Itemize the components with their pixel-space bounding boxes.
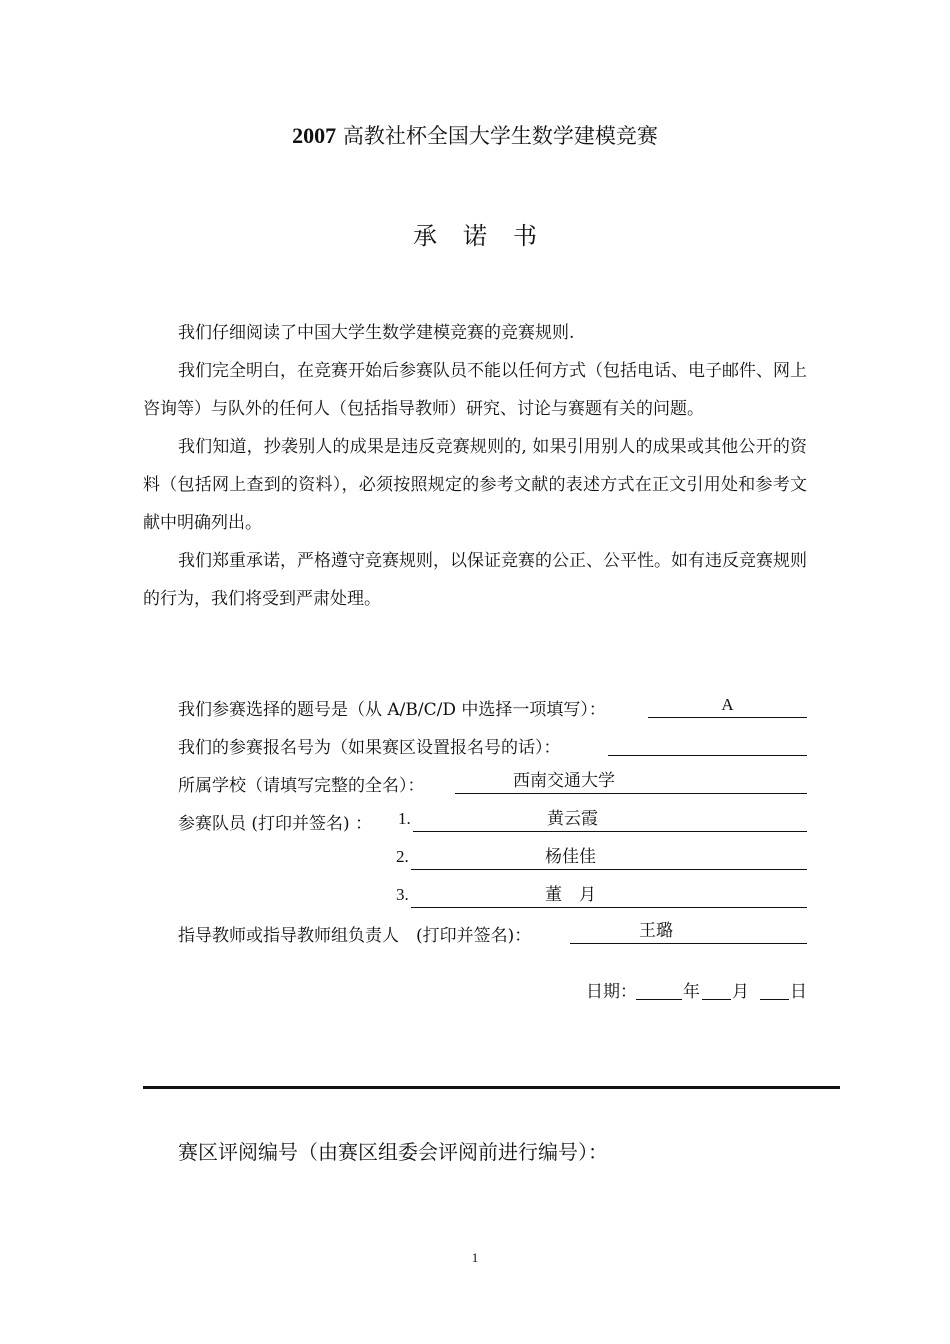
pledge-body — [143, 314, 807, 618]
review-number-label: 赛区评阅编号（由赛区组委会评阅前进行编号）： — [178, 1140, 608, 1164]
advisor-name: 王璐 — [639, 921, 673, 941]
advisor-field[interactable] — [570, 919, 807, 944]
pledge-paragraph-2: 我们完全明白，在竞赛开始后参赛队员不能以任何方式（包括电话、电子邮件、网上咨询等）与队外的任何人（包括指导教师）研究、讨论与赛题有关的问题。 — [143, 361, 807, 419]
member-1-name: 黄云霞 — [547, 809, 598, 829]
date-label: 日期： — [586, 982, 637, 1002]
pledge-paragraph-1: 我们仔细阅读了中国大学生数学建模竞赛的竞赛规则. — [178, 323, 575, 343]
title-text: 高教社杯全国大学生数学建模竞赛 — [336, 124, 658, 148]
problem-label: 我们参赛选择的题号是（从 A/B/C/D 中选择一项填写）： — [178, 700, 606, 720]
member-2-name: 杨佳佳 — [545, 847, 596, 867]
member-3-field[interactable] — [411, 883, 807, 908]
regno-field[interactable] — [608, 731, 807, 756]
date-year-label: 年 — [683, 982, 700, 1002]
member-1-number: 1. — [398, 809, 411, 828]
pledge-paragraph-3: 我们知道，抄袭别人的成果是违反竞赛规则的, 如果引用别人的成果或其他公开的资料（包括网上查到的资料），必须按照规定的参考文献的表述方式在正文引用处和参考文献中明确列出。 — [143, 437, 807, 533]
date-day-field[interactable] — [760, 975, 789, 1000]
document-subtitle: 承诺书 — [413, 222, 563, 250]
member-2-number: 2. — [396, 847, 409, 866]
problem-value: A — [721, 695, 734, 714]
member-3-number: 3. — [396, 885, 409, 904]
date-month-label: 月 — [732, 982, 749, 1002]
school-field[interactable] — [455, 769, 807, 794]
document-title — [0, 120, 950, 150]
page-number: 1 — [471, 1250, 479, 1265]
school-label: 所属学校（请填写完整的全名）： — [178, 776, 425, 796]
problem-field[interactable] — [648, 693, 807, 718]
advisor-label: 指导教师或指导教师组负责人 (打印并签名)： — [178, 926, 532, 946]
member-3-name: 董 月 — [545, 885, 596, 905]
date-day-label: 日 — [790, 982, 807, 1002]
member-1-field[interactable] — [413, 807, 807, 832]
members-label: 参赛队员 (打印并签名) ： — [178, 814, 373, 834]
regno-label: 我们的参赛报名号为（如果赛区设置报名号的话）： — [178, 738, 561, 758]
school-value: 西南交通大学 — [513, 771, 615, 791]
member-2-field[interactable] — [411, 845, 807, 870]
section-divider — [143, 1086, 840, 1089]
title-year: 2007 — [292, 123, 337, 148]
pledge-paragraph-4: 我们郑重承诺，严格遵守竞赛规则，以保证竞赛的公正、公平性。如有违反竞赛规则的行为，我们将受到严肃处理。 — [143, 551, 807, 609]
date-year-field[interactable] — [636, 975, 682, 1000]
date-month-field[interactable] — [702, 975, 731, 1000]
